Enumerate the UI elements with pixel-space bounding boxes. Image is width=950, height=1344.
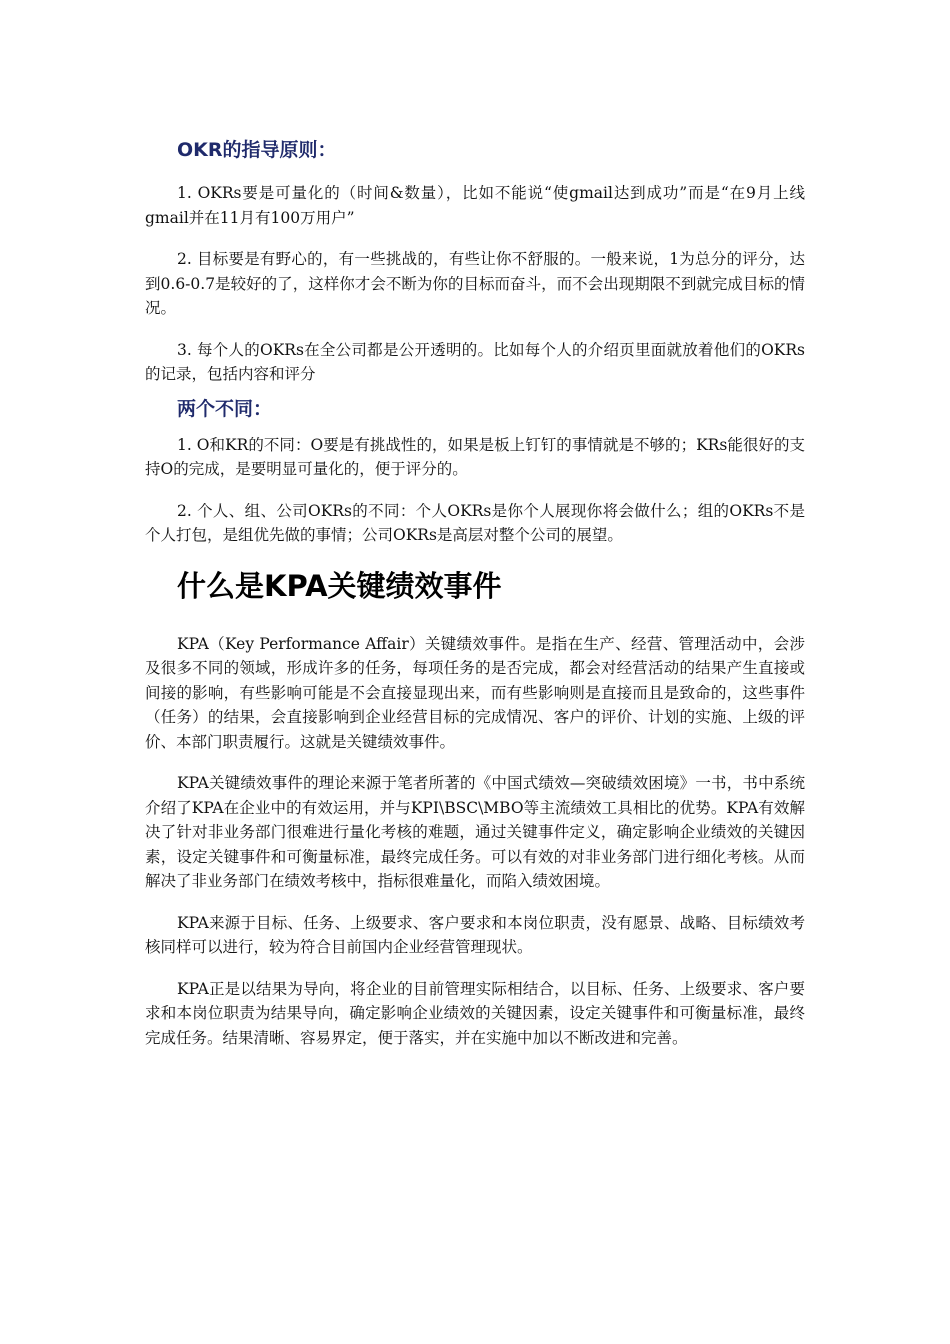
kpa-paragraph-2: KPA关键绩效事件的理论来源于笔者所著的《中国式绩效—突破绩效困境》一书，书中系统介绍了KPA在企业中的有效运用，并与KPI\BSC\MBO等主流绩效工具相比的优势。KPA有效解决了针对非业务部门很难进行量化考核的难题，通过关键事件定义，确定影响企业绩效的关键因素，设定关键事件和可衡量标准，最终完成任务。可以有效的对非业务部门进行细化考核。从而解决了非业务部门在绩效考核中，指标很难量化，而陷入绩效困境。 (145, 774, 805, 890)
okr-principles-heading: OKR的指导原则： (177, 139, 337, 161)
okr-principle-2: 2. 目标要是有野心的，有一些挑战的，有些让你不舒服的。一般来说，1为总分的评分，达到0.6-0.7是较好的了，这样你才会不断为你的目标而奋斗，而不会出现期限不到就完成目标的情况。 (145, 250, 805, 317)
kpa-paragraph-4: KPA正是以结果为导向，将企业的目前管理实际相结合，以目标、任务、上级要求、客户要求和本岗位职责为结果导向，确定影响企业绩效的关键因素，设定关键事件和可衡量标准，最终完成任务。结果清晰、容易界定，便于落实，并在实施中加以不断改进和完善。 (145, 979, 805, 1047)
okr-principle-3: 3. 每个人的OKRs在全公司都是公开透明的。比如每个人的介绍页里面就放着他们的OKRs的记录，包括内容和评分 (145, 340, 805, 383)
difference-2: 2. 个人、组、公司OKRs的不同：个人OKRs是你个人展现你将会做什么；组的OKRs不是个人打包，是组优先做的事情；公司OKRs是高层对整个公司的展望。 (145, 501, 805, 544)
document-body (145, 130, 805, 1050)
okr-principle-1: 1. OKRs要是可量化的（时间&数量），比如不能说“使gmail达到成功”而是“在9月上线gmail并在11月有100万用户” (145, 184, 805, 227)
two-differences-heading: 两个不同： (177, 397, 273, 420)
kpa-paragraph-3: KPA来源于目标、任务、上级要求、客户要求和本岗位职责，没有愿景、战略、目标绩效考核同样可以进行，较为符合目前国内企业经营管理现状。 (145, 913, 805, 956)
kpa-paragraph-1: KPA（Key Performance Affair）关键绩效事件。是指在生产、经营、管理活动中，会涉及很多不同的领域，形成许多的任务，每项任务的是否完成，都会对经营活动的结果产生直接或间接的影响，有些影响可能是不会直接显现出来，而有些影响则是直接而且是致命的，这些事件（任务）的结果，会直接影响到企业经营目标的完成情况、客户的评价、计划的实施、上级的评价、本部门职责履行。这就是关键绩效事件。 (145, 634, 805, 751)
difference-1: 1. O和KR的不同：O要是有挑战性的，如果是板上钉钉的事情就是不够的；KRs能很好的支持O的完成，是要明显可量化的，便于评分的。 (145, 435, 805, 478)
kpa-section-heading: 什么是KPA关键绩效事件 (177, 568, 502, 603)
